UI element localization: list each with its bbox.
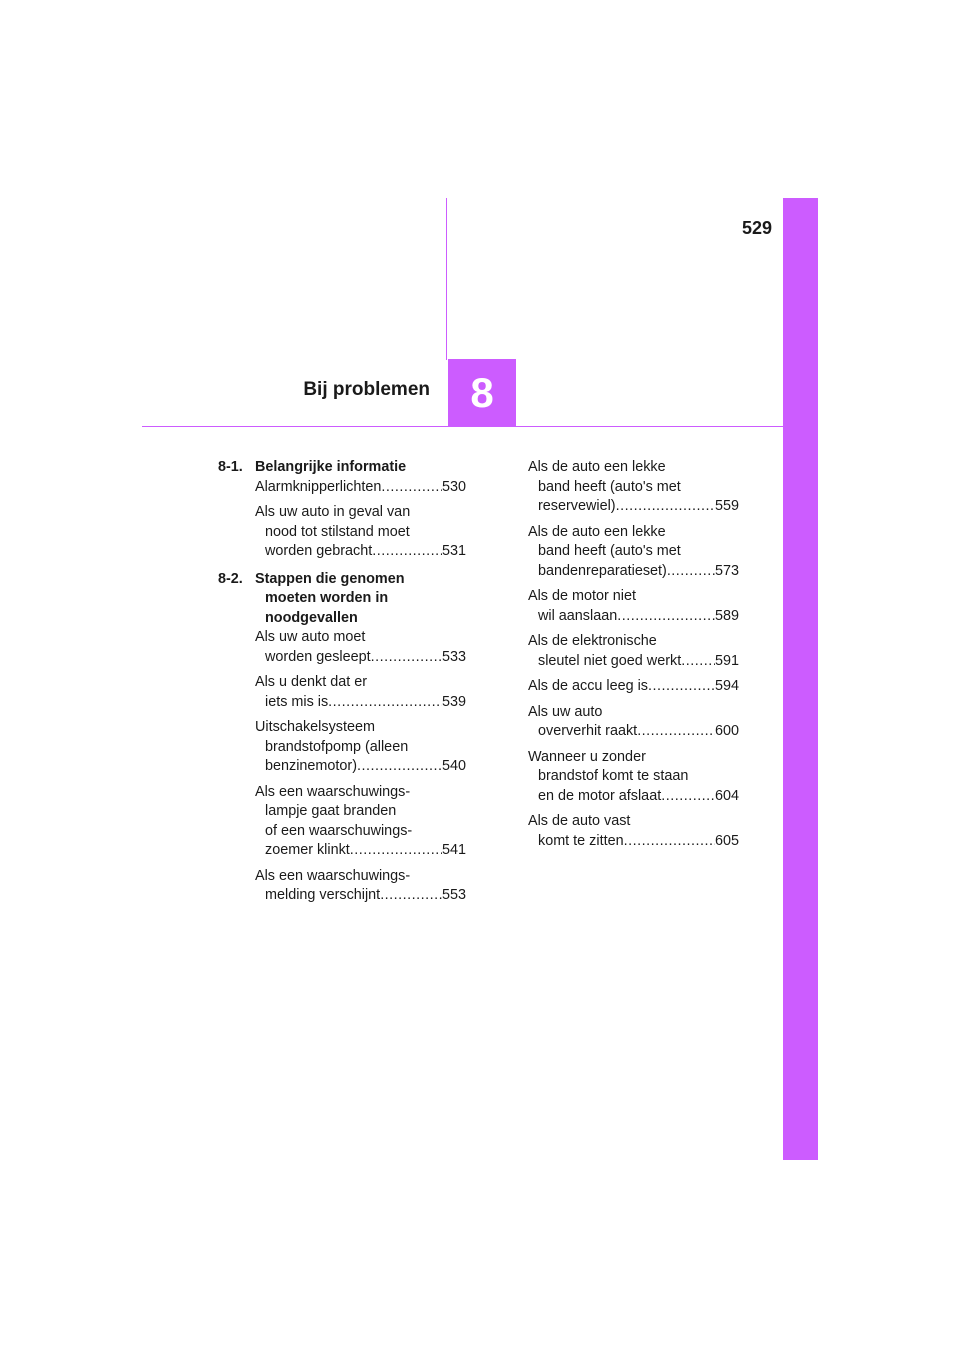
toc-entry-text: zoemer klinkt (265, 842, 350, 858)
section-title (255, 458, 466, 478)
dot-leader (681, 652, 715, 672)
toc-entry-text: brandstof komt te staan (538, 768, 689, 784)
toc-entry-text: melding verschijnt (265, 887, 381, 903)
toc-entry-text: Als u denkt dat er (255, 674, 367, 690)
toc-entry-page: 539 (441, 693, 466, 710)
toc-entry[interactable] (255, 503, 466, 562)
toc-entry-text: oververhit raakt (538, 723, 638, 739)
toc-entry[interactable] (255, 673, 466, 712)
toc-entry-text: Als de auto een lekke (528, 523, 666, 540)
page-number: 529 (741, 218, 772, 238)
chapter-sidebar-tab (783, 198, 818, 1160)
toc-section-8-1[interactable] (218, 458, 466, 478)
section-8-1-entries (218, 478, 466, 562)
toc-entry-text: Als de elektronische (528, 633, 657, 649)
toc-left-column (218, 458, 466, 912)
toc-entry-page: 594 (714, 678, 739, 694)
toc-entry[interactable] (255, 628, 466, 667)
toc-entry-text: Als een waarschuwings- (255, 867, 411, 884)
toc-entry[interactable] (528, 703, 739, 742)
toc-entry-page: 531 (441, 543, 466, 559)
toc-entry[interactable] (255, 718, 466, 777)
toc-entry-page: 591 (714, 652, 739, 669)
toc-entry-page: 540 (441, 758, 466, 774)
toc-entry-text: Alarmknipperlichten (255, 478, 382, 495)
toc-entry-text: Als de motor niet (528, 588, 636, 604)
toc-entry-text: Als uw auto (528, 703, 603, 720)
dot-leader (350, 841, 442, 861)
toc-entry-text: sleutel niet goed werkt (538, 652, 682, 669)
toc-entry-text: Als de auto een lekke (528, 459, 666, 475)
toc-entry-text: band heeft (auto's met (538, 478, 681, 495)
toc-entry-text: lampje gaat branden (265, 803, 397, 819)
toc-entry[interactable] (255, 867, 466, 906)
toc-entry[interactable] (528, 748, 739, 807)
section-title-line: Belangrijke informatie (255, 459, 407, 475)
toc-entry-page: 573 (714, 562, 739, 579)
toc-entry-text: en de motor afslaat (538, 787, 662, 804)
dot-leader (617, 607, 715, 627)
toc-entry-text: Als de accu leeg is (528, 678, 648, 694)
toc-entry[interactable] (528, 587, 739, 626)
toc-entry-text: Als de auto vast (528, 813, 631, 829)
toc-entry-text: wil aanslaan (538, 607, 618, 624)
dot-leader (616, 497, 715, 517)
dot-leader (661, 787, 715, 807)
dot-leader (648, 677, 715, 697)
toc-right-column (528, 458, 739, 857)
dot-leader (357, 757, 442, 777)
toc-entry[interactable] (528, 677, 739, 697)
toc-entry-text: Uitschakelsysteem (255, 719, 375, 735)
toc-entry-text: nood tot stilstand moet (265, 523, 410, 540)
toc-entry-text: worden gebracht (265, 543, 373, 559)
dot-leader (381, 478, 442, 498)
toc-entry[interactable] (255, 478, 466, 498)
section-number: 8-1. (218, 459, 243, 475)
toc-entry-page: 604 (714, 787, 739, 804)
section-title-line: moeten worden in (265, 590, 389, 606)
toc-entry-text: band heeft (auto's met (538, 543, 681, 559)
toc-entry-page: 541 (441, 842, 466, 858)
dot-leader (380, 886, 442, 906)
chapter-title: Bij problemen (303, 379, 430, 400)
chapter-number: 8 (470, 369, 494, 416)
chapter-number-box (448, 359, 516, 427)
toc-entry-text: Als een waarschuwings- (255, 783, 411, 800)
dot-leader (637, 722, 715, 742)
dot-leader (328, 693, 442, 713)
dot-leader (667, 562, 715, 582)
dot-leader (624, 832, 715, 852)
section-8-2-entries (218, 628, 466, 906)
toc-entry-page: 553 (441, 887, 466, 903)
toc-entry-text: benzinemotor) (265, 758, 357, 774)
toc-section-8-2[interactable] (218, 570, 466, 629)
toc-entry-page: 559 (714, 498, 739, 514)
dot-leader (372, 542, 442, 562)
section-8-2-entries-continued (528, 458, 739, 851)
toc-entry-text: worden gesleept (265, 648, 371, 665)
toc-entry-text: Als uw auto moet (255, 629, 366, 645)
toc-entry[interactable] (528, 812, 739, 851)
toc-entry-text: bandenreparatieset) (538, 562, 667, 579)
dot-leader (371, 648, 442, 668)
section-title (255, 570, 466, 629)
section-number: 8-2. (218, 570, 243, 587)
toc-entry-text: of een waarschuwings- (265, 822, 413, 839)
header-vertical-rule (446, 198, 447, 360)
toc-entry-text: komt te zitten (538, 832, 624, 849)
section-title-line: Stappen die genomen (255, 570, 405, 587)
toc-entry[interactable] (528, 632, 739, 671)
toc-entry-text: brandstofpomp (alleen (265, 738, 409, 755)
toc-entry-page: 600 (714, 723, 739, 739)
toc-entry[interactable] (528, 458, 739, 517)
toc-entry-text: Als uw auto in geval van (255, 504, 411, 520)
toc-entry[interactable] (255, 783, 466, 861)
toc-entry-text: Wanneer u zonder (528, 748, 646, 765)
toc-entry-page: 530 (441, 478, 466, 495)
toc-entry-page: 533 (441, 648, 466, 665)
toc-entry[interactable] (528, 523, 739, 582)
toc-entry-text: reservewiel) (538, 498, 616, 514)
toc-entry-text: iets mis is (265, 693, 329, 710)
toc-entry-page: 605 (714, 832, 739, 849)
section-title-line: noodgevallen (265, 609, 358, 626)
toc-entry-page: 589 (714, 607, 739, 624)
